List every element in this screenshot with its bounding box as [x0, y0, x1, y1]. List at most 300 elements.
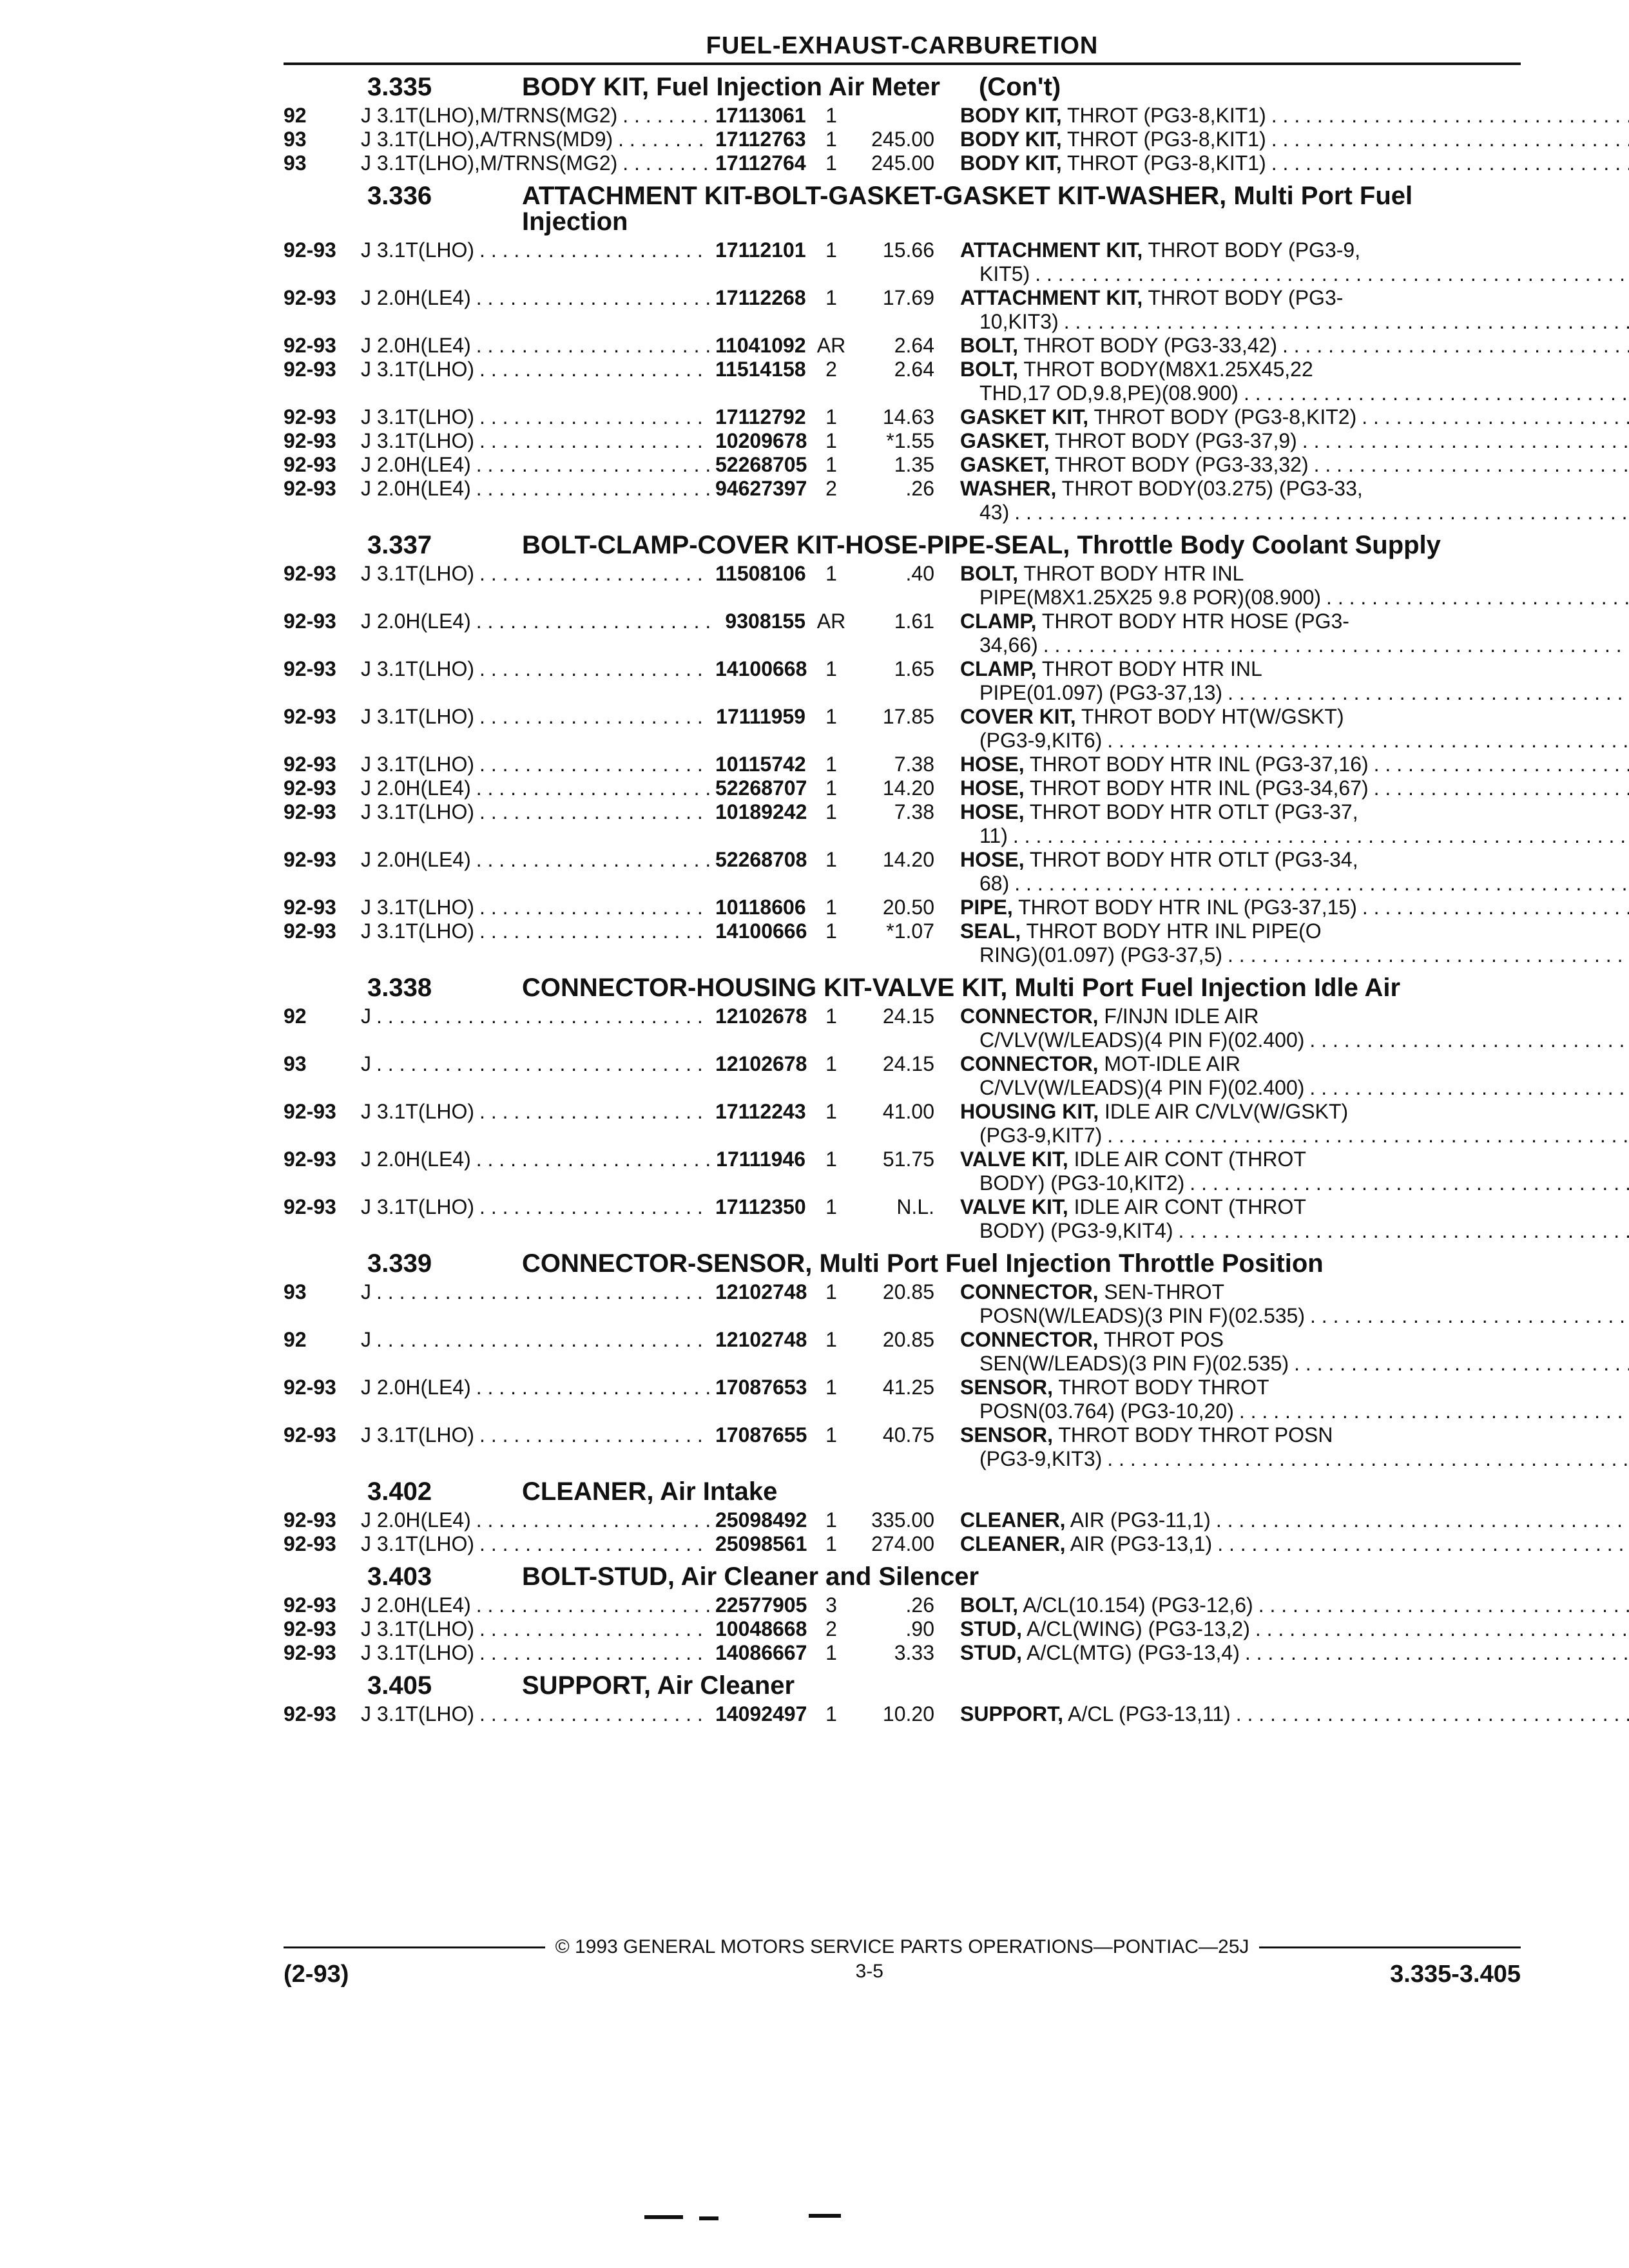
price: .26 — [905, 1593, 934, 1617]
quantity: 1 — [825, 104, 837, 127]
dot-leader — [479, 429, 710, 453]
part-detail: THROT BODY THROT — [1053, 1376, 1269, 1399]
part-number: 14100668 — [715, 657, 807, 680]
model-code: J 3.1T(LHO) — [361, 1702, 475, 1725]
model-year: 92-93 — [284, 1532, 336, 1555]
description-line — [960, 128, 1629, 151]
description-text — [960, 1195, 1306, 1219]
part-name: WASHER, — [960, 477, 1057, 500]
model-year: 92-93 — [284, 1148, 336, 1171]
part-detail: C/VLV(W/LEADS)(4 PIN F)(02.400) — [979, 1076, 1305, 1099]
part-name: CONNECTOR, — [960, 1280, 1099, 1303]
description — [960, 429, 1629, 453]
description — [960, 238, 1629, 286]
dot-leader — [479, 1702, 710, 1726]
model-cell — [361, 776, 715, 800]
part-detail: THROT BODY HTR INL (PG3-34,67) — [1024, 776, 1369, 800]
section — [284, 74, 1521, 175]
part-name: CLAMP, — [960, 657, 1037, 680]
part-detail: BODY) (PG3-10,KIT2) — [979, 1171, 1185, 1195]
price: .26 — [905, 477, 934, 500]
part-row — [284, 238, 1521, 286]
description — [960, 1508, 1629, 1532]
description-line — [960, 1447, 1629, 1471]
description-line — [960, 1171, 1629, 1195]
part-name: CLEANER, — [960, 1508, 1066, 1532]
quantity: 1 — [825, 800, 837, 823]
description-line — [960, 1028, 1629, 1052]
description — [960, 1195, 1629, 1243]
description-text — [979, 381, 1239, 405]
part-row — [284, 610, 1521, 657]
section-title — [522, 1564, 1521, 1590]
model-cell — [361, 1593, 715, 1617]
part-row — [284, 848, 1521, 896]
model-cell — [361, 1508, 715, 1532]
description-line — [960, 334, 1629, 358]
section-title-text: BOLT-STUD, Air Cleaner and Silencer — [522, 1562, 979, 1591]
part-name: CONNECTOR, — [960, 1052, 1099, 1075]
description-line — [960, 238, 1629, 262]
part-name: CONNECTOR, — [960, 1004, 1099, 1028]
price — [857, 104, 960, 128]
part-detail: 43) — [979, 501, 1010, 524]
description-line — [960, 705, 1629, 729]
description-line — [960, 1219, 1629, 1243]
model-code: J 3.1T(LHO) — [361, 1532, 475, 1555]
dot-leader — [1271, 104, 1629, 128]
description-text — [960, 562, 1244, 586]
part-name: BOLT, — [960, 334, 1019, 357]
model-cell — [361, 848, 715, 896]
model-cell — [361, 1195, 715, 1243]
dot-leader — [1244, 381, 1629, 405]
price: 335.00 — [871, 1508, 934, 1532]
part-number: 10189242 — [715, 800, 807, 823]
dot-leader — [1190, 1171, 1629, 1195]
description-text — [960, 1052, 1240, 1076]
model-cell — [361, 1052, 715, 1100]
part-detail: THROT BODY HTR INL — [1018, 562, 1244, 585]
section — [284, 975, 1521, 1243]
description-text — [960, 1148, 1306, 1171]
part-detail: (PG3-9,KIT6) — [979, 729, 1103, 752]
dot-leader — [1271, 128, 1629, 151]
description-text — [979, 501, 1009, 524]
model-cell — [361, 1376, 715, 1423]
part-row — [284, 1052, 1521, 1100]
model-cell — [361, 238, 715, 286]
model-year: 92-93 — [284, 657, 336, 680]
model-code: J 3.1T(LHO) — [361, 429, 475, 452]
dot-leader — [1245, 1641, 1629, 1665]
part-name: GASKET, — [960, 429, 1050, 452]
model-cell — [361, 1617, 715, 1641]
description-line — [960, 1423, 1629, 1447]
description — [960, 919, 1629, 967]
quantity: 1 — [825, 1195, 837, 1218]
part-name: SENSOR, — [960, 1423, 1054, 1446]
part-row — [284, 104, 1521, 128]
page-footer — [284, 1936, 1521, 1988]
model-cell — [361, 1641, 715, 1665]
price: 20.50 — [882, 896, 934, 919]
section — [284, 532, 1521, 967]
price: 10.20 — [882, 1702, 934, 1725]
description-line — [960, 681, 1629, 705]
model-code: J 3.1T(LHO) — [361, 358, 475, 381]
description-text — [960, 104, 1266, 128]
price: 1.65 — [894, 657, 934, 680]
dot-leader — [1043, 633, 1629, 657]
section-title-text: BODY KIT, Fuel Injection Air Meter — [522, 73, 940, 101]
section-header — [284, 532, 1521, 558]
part-row — [284, 477, 1521, 524]
dot-leader — [476, 334, 710, 358]
part-detail: PIPE(M8X1.25X25 9.8 POR)(08.900) — [979, 586, 1322, 609]
dot-leader — [476, 286, 710, 334]
part-number: 17112101 — [715, 238, 806, 262]
description-line — [960, 1617, 1629, 1641]
part-row — [284, 919, 1521, 967]
description-line — [960, 848, 1629, 872]
model-code: J 2.0H(LE4) — [361, 286, 471, 309]
price: 2.64 — [894, 358, 934, 381]
part-detail: MOT-IDLE AIR — [1098, 1052, 1241, 1075]
model-code: J 3.1T(LHO),M/TRNS(MG2) — [361, 104, 618, 127]
description-line — [960, 1148, 1629, 1171]
section-title-text: CLEANER, Air Intake — [522, 1477, 778, 1506]
dot-leader — [476, 848, 710, 896]
part-name: BODY KIT, — [960, 151, 1062, 175]
part-number: 25098561 — [715, 1532, 807, 1555]
price: *1.07 — [886, 919, 934, 943]
model-cell — [361, 429, 715, 453]
part-number: 52268705 — [715, 453, 807, 476]
dot-leader — [479, 705, 710, 753]
description-line — [960, 1328, 1629, 1352]
part-name: BOLT, — [960, 358, 1019, 381]
description-text — [979, 1076, 1304, 1100]
description-text — [979, 1171, 1184, 1195]
footer-bottom — [284, 1961, 1521, 1988]
model-cell — [361, 800, 715, 848]
description-line — [960, 1376, 1629, 1399]
model-year: 92-93 — [284, 405, 336, 428]
model-cell — [361, 128, 715, 151]
part-row — [284, 800, 1521, 848]
description-text — [960, 800, 1358, 824]
description-line — [960, 753, 1629, 776]
price: 1.61 — [894, 610, 934, 633]
quantity: 1 — [825, 1702, 837, 1725]
part-row — [284, 453, 1521, 477]
model-code: J 3.1T(LHO) — [361, 800, 475, 823]
model-cell — [361, 151, 715, 175]
description-line — [960, 1399, 1629, 1423]
description-line — [960, 405, 1629, 429]
description — [960, 128, 1629, 151]
description-line — [960, 1508, 1629, 1532]
part-detail: THROT BODY HTR OTLT (PG3-37, — [1024, 800, 1358, 823]
quantity: 1 — [825, 896, 837, 919]
part-detail: THROT BODY HTR INL (PG3-37,15) — [1012, 896, 1357, 919]
quantity: 1 — [825, 562, 837, 585]
model-cell — [361, 286, 715, 334]
dot-leader — [479, 405, 710, 429]
model-code: J 3.1T(LHO) — [361, 1195, 475, 1218]
description-line — [960, 262, 1629, 286]
model-cell — [361, 657, 715, 705]
price: 40.75 — [882, 1423, 934, 1446]
part-detail: KIT5) — [979, 262, 1030, 285]
part-number: 12102748 — [715, 1280, 807, 1303]
description-line — [960, 1593, 1629, 1617]
dot-leader — [376, 1052, 710, 1100]
dot-leader — [1107, 729, 1629, 753]
quantity: 1 — [825, 1148, 837, 1171]
model-year: 92-93 — [284, 776, 336, 800]
quantity: 3 — [825, 1593, 837, 1617]
description-line — [960, 151, 1629, 175]
part-detail: 34,66) — [979, 633, 1038, 657]
description — [960, 1617, 1629, 1641]
footer-section-range: 3.335-3.405 — [1390, 1961, 1521, 1988]
part-name: HOSE, — [960, 800, 1025, 823]
model-year: 92-93 — [284, 429, 336, 452]
part-name: VALVE KIT, — [960, 1195, 1068, 1218]
part-name: BOLT, — [960, 1593, 1019, 1617]
description — [960, 610, 1629, 657]
price: 245.00 — [871, 151, 934, 175]
section — [284, 1564, 1521, 1665]
part-number: 17112350 — [715, 1195, 806, 1218]
dot-leader — [476, 1148, 710, 1195]
part-row — [284, 405, 1521, 429]
section-header — [284, 1251, 1521, 1276]
quantity: 1 — [825, 1052, 837, 1075]
description-text — [960, 405, 1356, 429]
quantity: 2 — [825, 1617, 837, 1640]
description-text — [960, 896, 1357, 919]
model-cell — [361, 453, 715, 477]
section — [284, 1251, 1521, 1471]
section-header — [284, 1479, 1521, 1504]
part-row — [284, 1423, 1521, 1471]
model-cell — [361, 1280, 715, 1328]
part-number: 10048668 — [715, 1617, 807, 1640]
description-line — [960, 824, 1629, 848]
model-cell — [361, 358, 715, 405]
description-line — [960, 657, 1629, 681]
quantity: 1 — [825, 919, 837, 943]
description-text — [960, 453, 1309, 477]
dot-leader — [1294, 1352, 1629, 1376]
dot-leader — [1326, 586, 1629, 610]
part-number: 25098492 — [715, 1508, 807, 1532]
part-detail: THROT BODY (PG3-9, — [1142, 238, 1361, 262]
description-text — [960, 1328, 1224, 1352]
part-detail: THROT (PG3-8,KIT1) — [1061, 104, 1266, 127]
model-year: 92-93 — [284, 453, 336, 476]
description-line — [960, 1124, 1629, 1148]
description-text — [960, 1508, 1211, 1532]
description-text — [960, 919, 1322, 943]
part-detail: A/CL(10.154) (PG3-12,6) — [1018, 1593, 1253, 1617]
section — [284, 1479, 1521, 1556]
description-text — [960, 429, 1297, 453]
quantity: 1 — [825, 238, 837, 262]
description-text — [979, 1447, 1102, 1471]
description-text — [960, 151, 1266, 175]
description-line — [960, 1702, 1629, 1726]
part-row — [284, 128, 1521, 151]
section-number: 3.338 — [367, 974, 432, 1002]
part-name: BODY KIT, — [960, 104, 1062, 127]
section-title-text: SUPPORT, Air Cleaner — [522, 1671, 795, 1700]
section-header — [284, 975, 1521, 1001]
scan-mark — [644, 2215, 683, 2219]
description-text — [979, 1124, 1102, 1148]
part-detail: THROT BODY HT(W/GSKT) — [1075, 705, 1344, 728]
price: 1.35 — [894, 453, 934, 476]
description — [960, 1641, 1629, 1665]
dot-leader — [479, 753, 710, 776]
model-year: 92-93 — [284, 800, 336, 823]
description — [960, 1376, 1629, 1423]
part-detail: THROT BODY(03.275) (PG3-33, — [1056, 477, 1363, 500]
model-year: 92-93 — [284, 334, 336, 357]
description-text — [979, 1304, 1305, 1328]
part-row — [284, 705, 1521, 753]
section-header — [284, 1673, 1521, 1698]
part-row — [284, 1148, 1521, 1195]
dot-leader — [479, 1641, 710, 1665]
scan-mark — [699, 2216, 718, 2220]
dot-leader — [1217, 1532, 1629, 1556]
part-name: HOSE, — [960, 776, 1025, 800]
price: 14.63 — [882, 405, 934, 428]
price: 20.85 — [882, 1280, 934, 1303]
model-year: 92-93 — [284, 705, 336, 728]
part-detail: IDLE AIR CONT (THROT — [1068, 1195, 1306, 1218]
sections-container — [284, 74, 1521, 1726]
description-text — [960, 1617, 1250, 1641]
model-year: 92-93 — [284, 753, 336, 776]
part-number: 12102678 — [715, 1052, 807, 1075]
price: 2.64 — [894, 334, 934, 357]
section-title-text: CONNECTOR-SENSOR, Multi Port Fuel Injection Throttle Position — [522, 1249, 1324, 1278]
part-name: VALVE KIT, — [960, 1148, 1068, 1171]
model-code: J 2.0H(LE4) — [361, 453, 471, 476]
model-code: J 3.1T(LHO) — [361, 1641, 475, 1664]
part-row — [284, 1195, 1521, 1243]
quantity: 1 — [825, 1328, 837, 1351]
description-text — [979, 943, 1222, 967]
dot-leader — [1064, 310, 1629, 334]
model-cell — [361, 1148, 715, 1195]
dot-leader — [1228, 943, 1629, 967]
section-header — [284, 74, 1521, 100]
description — [960, 1702, 1629, 1726]
part-number: 17112243 — [715, 1100, 806, 1123]
dot-leader — [1362, 896, 1629, 919]
description-text — [979, 681, 1222, 705]
part-detail: THD,17 OD,9.8,PE)(08.900) — [979, 381, 1239, 405]
description-text — [979, 1399, 1234, 1423]
part-detail: (PG3-9,KIT3) — [979, 1447, 1103, 1470]
description-line — [960, 729, 1629, 753]
dot-leader — [376, 1280, 710, 1328]
dot-leader — [1179, 1219, 1629, 1243]
model-year: 92-93 — [284, 1100, 336, 1123]
header-rule — [284, 62, 1521, 65]
quantity: 1 — [825, 1376, 837, 1399]
model-year: 93 — [284, 1280, 307, 1303]
description-text — [960, 286, 1343, 310]
model-cell — [361, 1532, 715, 1556]
model-code: J 2.0H(LE4) — [361, 1376, 471, 1399]
part-detail: IDLE AIR CONT (THROT — [1068, 1148, 1306, 1171]
model-code: J — [361, 1004, 371, 1028]
model-year: 93 — [284, 1052, 307, 1075]
description — [960, 562, 1629, 610]
part-detail: THROT BODY HTR OTLT (PG3-34, — [1024, 848, 1358, 871]
description-line — [960, 776, 1629, 800]
description-text — [960, 1532, 1212, 1556]
quantity: 2 — [825, 477, 837, 500]
model-code: J 2.0H(LE4) — [361, 334, 471, 357]
section-title — [522, 183, 1521, 235]
description-line — [960, 1004, 1629, 1028]
dot-leader — [479, 238, 710, 286]
model-code: J 3.1T(LHO) — [361, 238, 475, 262]
part-row — [284, 1593, 1521, 1617]
model-year: 92-93 — [284, 1376, 336, 1399]
dot-leader — [479, 657, 710, 705]
description — [960, 334, 1629, 358]
description-text — [960, 128, 1266, 151]
footer-page-number: 3-5 — [855, 1961, 883, 1982]
description-text — [979, 1028, 1304, 1052]
description — [960, 848, 1629, 896]
section-header — [284, 183, 1521, 235]
model-cell — [361, 610, 715, 657]
price: 20.85 — [882, 1328, 934, 1351]
description — [960, 1004, 1629, 1052]
part-number: 11514158 — [715, 358, 806, 381]
description-line — [960, 1532, 1629, 1556]
description-text — [960, 657, 1262, 681]
model-year: 92-93 — [284, 848, 336, 871]
description-text — [960, 1702, 1231, 1726]
part-number: 17111946 — [716, 1148, 805, 1171]
part-number: 17087655 — [715, 1423, 807, 1446]
model-year: 92-93 — [284, 1423, 336, 1446]
description-line — [960, 1052, 1629, 1076]
description-text — [979, 1352, 1289, 1376]
description-line — [960, 1076, 1629, 1100]
description — [960, 1593, 1629, 1617]
section-number: 3.402 — [367, 1477, 432, 1506]
part-number: 11041092 — [715, 334, 806, 357]
part-detail: POSN(W/LEADS)(3 PIN F)(02.535) — [979, 1304, 1305, 1327]
description-text — [979, 729, 1102, 753]
dot-leader — [476, 1593, 710, 1617]
description — [960, 1280, 1629, 1328]
dot-leader — [476, 477, 710, 524]
dot-leader — [1216, 1508, 1629, 1532]
